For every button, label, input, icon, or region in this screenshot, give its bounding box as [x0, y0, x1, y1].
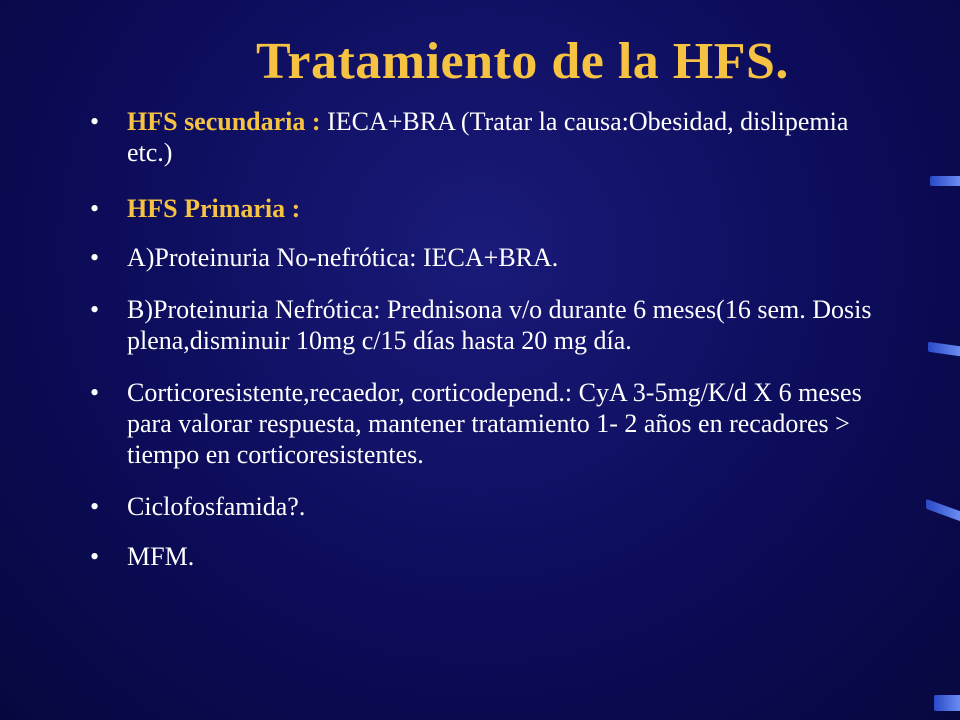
- decorative-dash: [926, 499, 960, 521]
- bullet-item: [90, 193, 890, 224]
- decorative-dash: [930, 176, 960, 186]
- bullet-item: [90, 242, 890, 273]
- bullet-item: [90, 294, 890, 356]
- slide-title: Tratamiento de la HFS.: [256, 33, 789, 90]
- decorative-dash: [928, 342, 960, 356]
- bullet-icon: •: [90, 542, 100, 571]
- bullet-icon: •: [90, 492, 100, 521]
- bullet-icon: •: [90, 295, 100, 324]
- bullet-icon: •: [90, 378, 100, 407]
- decorative-dash: [934, 695, 960, 711]
- bullet-text: A)Proteinuria No-nefrótica: IECA+BRA.: [127, 243, 559, 272]
- bullet-text: Corticoresistente,recaedor, corticodepend.: CyA 3-5mg/K/d X 6 meses para valorar respuesta, mantener tratamiento 1- 2 años en recadores > tiempo en corticoresistentes.: [127, 378, 862, 469]
- bullet-icon: •: [90, 243, 100, 272]
- bullet-text: B)Proteinuria Nefrótica: Prednisona v/o durante 6 meses(16 sem. Dosis plena,disminuir 10mg c/15 días hasta 20 mg día.: [127, 295, 872, 355]
- bullet-item: [90, 491, 890, 522]
- bullet-text: Ciclofosfamida?.: [127, 492, 306, 521]
- bullet-item: [90, 541, 890, 572]
- bullet-icon: •: [90, 194, 100, 223]
- bullet-text: MFM.: [127, 542, 195, 571]
- bullet-text: IECA+BRA (Tratar la causa:Obesidad, dislipemia etc.): [127, 107, 849, 167]
- bullet-list: [90, 106, 890, 572]
- bullet-item: [90, 106, 890, 168]
- bullet-highlight: HFS secundaria :: [127, 107, 321, 136]
- bullet-item: [90, 377, 890, 470]
- bullet-highlight: HFS Primaria :: [127, 194, 301, 223]
- bullet-icon: •: [90, 107, 100, 136]
